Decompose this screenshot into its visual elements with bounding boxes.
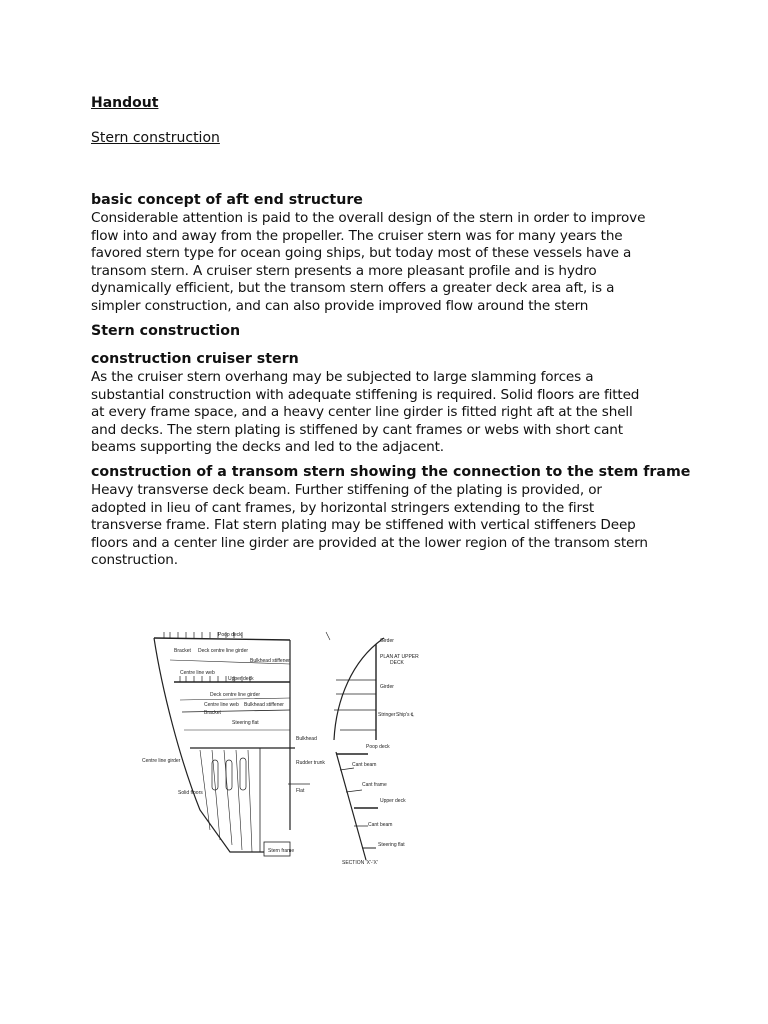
- label-upper-deck-2: Upper deck: [380, 798, 406, 804]
- paragraph-line: construction.: [91, 552, 178, 569]
- page-title: Stern construction: [91, 130, 220, 146]
- label-solid-floors: Solid floors: [178, 790, 203, 796]
- label-poop-deck: Poop deck: [218, 632, 242, 638]
- label-centre-line-girder: Centre line girder: [142, 758, 181, 764]
- section-heading-aft-structure: basic concept of aft end structure: [91, 192, 363, 208]
- label-centre-line-web: Centre line web: [180, 670, 215, 676]
- paragraph-line: adopted in lieu of cant frames, by horizontal stringers extending to the first: [91, 499, 595, 516]
- paragraph-transom-stern: [91, 482, 691, 570]
- label-bulkhead: Bulkhead: [296, 736, 317, 742]
- label-centre-line-web-2: Centre line web: [204, 702, 239, 708]
- paragraph-line: dynamically efficient, but the transom stern offers a greater deck area aft, is a: [91, 280, 615, 297]
- label-stringer: Stringer: [378, 712, 396, 718]
- paragraph-line: flow into and away from the propeller. The cruiser stern was for many years the: [91, 227, 623, 244]
- paragraph-line: transverse frame. Flat stern plating may be stiffened with vertical stiffeners Deep: [91, 517, 636, 534]
- label-steering-flat-2: Steering flat: [378, 842, 405, 848]
- paragraph-line: simpler construction, and can also provide improved flow around the stern: [91, 297, 589, 314]
- paragraph-line: favored stern type for ocean going ships, but today most of these vessels have a: [91, 245, 632, 262]
- paragraph-line: Considerable attention is paid to the overall design of the stern in order to improve: [91, 210, 646, 226]
- label-plan-deck: DECK: [390, 660, 404, 666]
- deck-girder-line: [182, 710, 290, 712]
- label-rudder-trunk: Rudder trunk: [296, 760, 325, 766]
- section-heading-cruiser-stern: construction cruiser stern: [91, 351, 299, 367]
- paragraph-line: floors and a center line girder are provided at the lower region of the transom stern: [91, 534, 648, 551]
- paragraph-cruiser-stern: [91, 369, 691, 457]
- paragraph-line: substantial construction with adequate stiffening is required. Solid floors are fitted: [91, 386, 640, 403]
- label-steering-flat: Steering flat: [232, 720, 259, 726]
- section-heading-transom-stern: construction of a transom stern showing the connection to the stem frame: [91, 464, 691, 480]
- paragraph-line: and decks. The stern plating is stiffened by cant frames or webs with short cant: [91, 421, 623, 438]
- label-poop-deck-2: Poop deck: [366, 744, 390, 750]
- paragraph-aft-structure: [91, 210, 691, 316]
- label-bracket: Bracket: [174, 648, 191, 654]
- paragraph-line: at every frame space, and a heavy center line girder is fitted right aft at the shell: [91, 404, 633, 421]
- paragraph-line: As the cruiser stern overhang may be subjected to large slamming forces a: [91, 369, 594, 385]
- paragraph-line: beams supporting the decks and led to the adjacent.: [91, 439, 444, 456]
- poop-deck-line: [154, 638, 290, 640]
- stern-construction-drawing: [140, 630, 430, 875]
- paragraph-line: Heavy transverse deck beam. Further stiffening of the plating is provided, or: [91, 482, 602, 498]
- label-deck-centre-line-girder: Deck centre line girder: [198, 648, 249, 654]
- label-plan-upper: PLAN AT UPPER: [380, 654, 419, 660]
- label-cant-beam: Cant beam: [352, 762, 377, 768]
- paragraph-line: transom stern. A cruiser stern presents a more pleasant profile and is hydro: [91, 262, 597, 279]
- handout-heading: Handout: [91, 95, 159, 111]
- label-bulkhead-stiffener: Bulkhead stiffener: [250, 658, 290, 664]
- section-heading-stern-construction: Stern construction: [91, 323, 241, 339]
- label-upper-deck: Upper deck: [228, 676, 254, 682]
- label-bulkhead-stiffener-2: Bulkhead stiffener: [244, 702, 284, 708]
- label-cant-frame: Cant frame: [362, 782, 387, 788]
- label-bracket-2: Bracket: [204, 710, 221, 716]
- label-deck-centre-line-girder-2: Deck centre line girder: [210, 692, 261, 698]
- label-girder-2: Girder: [380, 684, 394, 690]
- label-girder: Girder: [380, 638, 394, 644]
- label-cant-beam-2: Cant beam: [368, 822, 393, 828]
- label-flat: Flat: [296, 788, 305, 794]
- label-section-xx: SECTION 'X'-'X': [342, 860, 378, 866]
- label-ships-centre: Ship's ℄: [396, 712, 415, 718]
- label-stern-frame: Stern frame: [268, 848, 295, 854]
